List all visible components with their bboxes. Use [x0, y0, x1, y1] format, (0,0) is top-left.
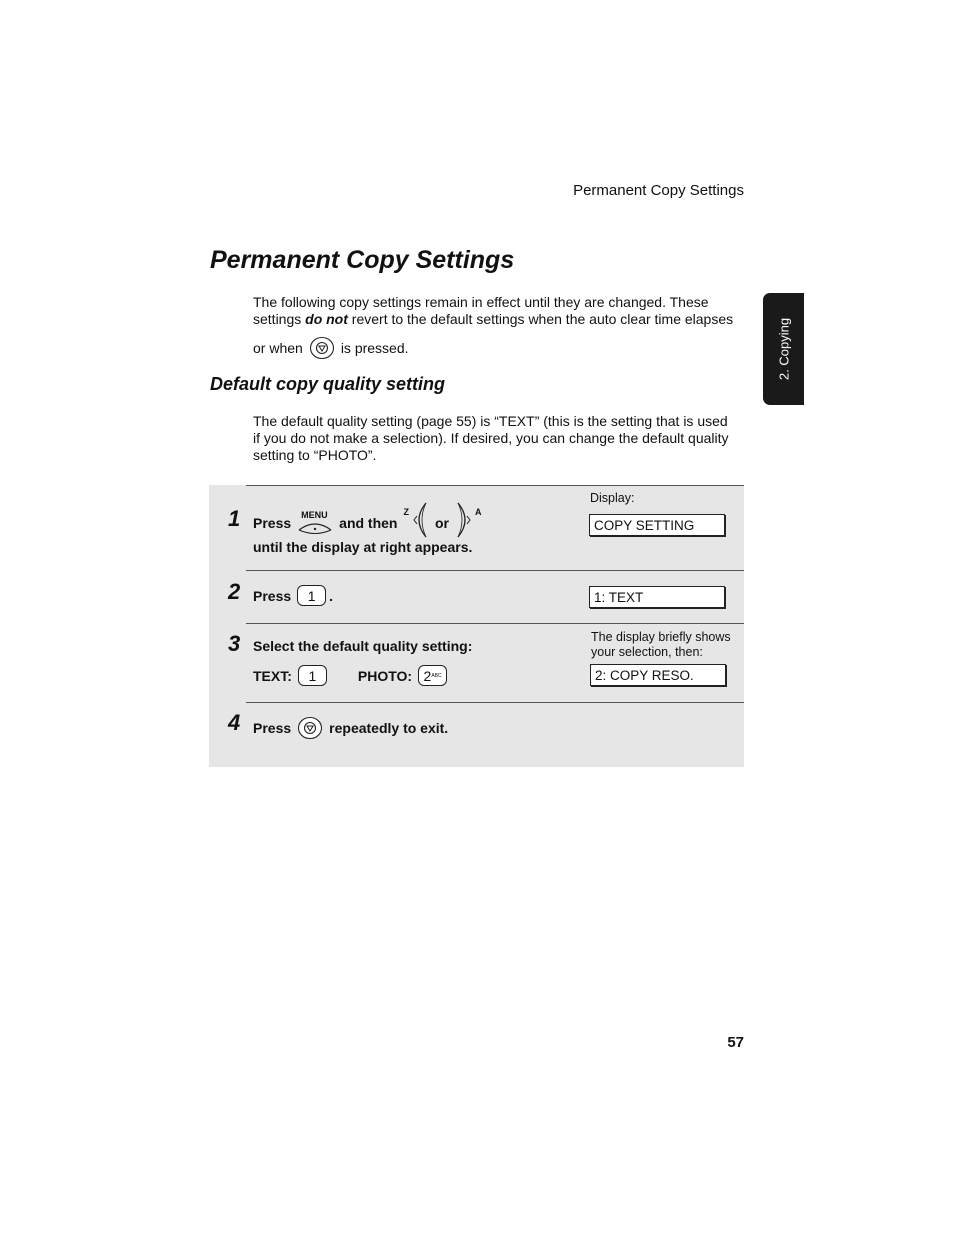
- step-1-line-2: until the display at right appears.: [253, 539, 473, 555]
- page-number: 57: [727, 1034, 744, 1051]
- key-label: 1: [307, 587, 316, 604]
- or-text: or: [435, 515, 449, 531]
- display-note: The display briefly shows your selection, then:: [591, 630, 731, 659]
- intro-line-3: [253, 336, 738, 360]
- left-arrow-key-icon: [409, 501, 429, 539]
- intro-text: is pressed.: [340, 339, 409, 356]
- intro-emphasis: do not: [305, 311, 348, 327]
- step-1-instruction: [253, 507, 482, 539]
- key-2-icon: [418, 665, 447, 686]
- left-key-letter: Z: [403, 507, 409, 517]
- intro-line-1: The following copy settings remain in effect until they are changed. These: [253, 294, 709, 310]
- step-3-options: [253, 665, 447, 686]
- steps-box: [209, 485, 744, 767]
- key-label: 1: [308, 667, 317, 684]
- intro-line-2: [253, 311, 738, 328]
- divider: [246, 570, 744, 571]
- press-text: Press: [253, 587, 292, 604]
- and-then-text: and then: [339, 515, 398, 531]
- key-label: 2: [423, 667, 432, 684]
- lcd-display-2: 1: TEXT: [589, 586, 725, 608]
- lcd-display-3: 2: COPY RESO.: [590, 664, 726, 686]
- key-1-icon: [297, 585, 326, 606]
- press-text: Press: [253, 515, 292, 531]
- step-4-instruction: [253, 716, 448, 740]
- step-2-instruction: [253, 585, 333, 606]
- key-sub-label: ABC: [431, 672, 442, 679]
- divider: [246, 623, 744, 624]
- right-arrow-key-icon: [455, 501, 475, 539]
- text-option-label: TEXT:: [253, 667, 292, 684]
- right-key-letter: A: [475, 507, 482, 517]
- step-4-number: 4: [228, 710, 241, 735]
- page-title: Permanent Copy Settings: [210, 246, 515, 274]
- step-3-number: 3: [228, 631, 241, 656]
- press-text: Press: [253, 720, 292, 736]
- display-label: Display:: [590, 491, 635, 505]
- stop-key-icon: [297, 716, 323, 740]
- intro-text: settings: [253, 311, 306, 327]
- intro-paragraph: [253, 294, 738, 360]
- menu-key-icon: [297, 510, 333, 536]
- intro-text: revert to the default settings when the auto clear time elapses: [347, 311, 734, 327]
- divider: [246, 702, 744, 703]
- step-2-number: 2: [228, 579, 241, 604]
- key-1-icon: [298, 665, 327, 686]
- lcd-display-1: COPY SETTING: [589, 514, 725, 536]
- section-paragraph: The default quality setting (page 55) is “TEXT” (this is the setting that is used if you do not make a selection). If desired, you can change the default quality setting to “PHOTO”.: [253, 413, 729, 463]
- period-text: .: [329, 587, 334, 604]
- stop-key-icon: [309, 336, 335, 360]
- running-header: Permanent Copy Settings: [573, 182, 744, 199]
- intro-text: or when: [253, 339, 303, 356]
- section-title: Default copy quality setting: [210, 374, 446, 394]
- repeat-exit-text: repeatedly to exit.: [329, 720, 449, 736]
- chapter-tab: [763, 293, 804, 405]
- divider: [246, 485, 744, 486]
- step-3-instruction: Select the default quality setting:: [253, 638, 473, 654]
- menu-key-label: MENU: [301, 510, 328, 520]
- chapter-tab-label: 2. Copying: [776, 317, 791, 381]
- photo-option-label: PHOTO:: [357, 667, 413, 684]
- step-1-number: 1: [228, 506, 241, 531]
